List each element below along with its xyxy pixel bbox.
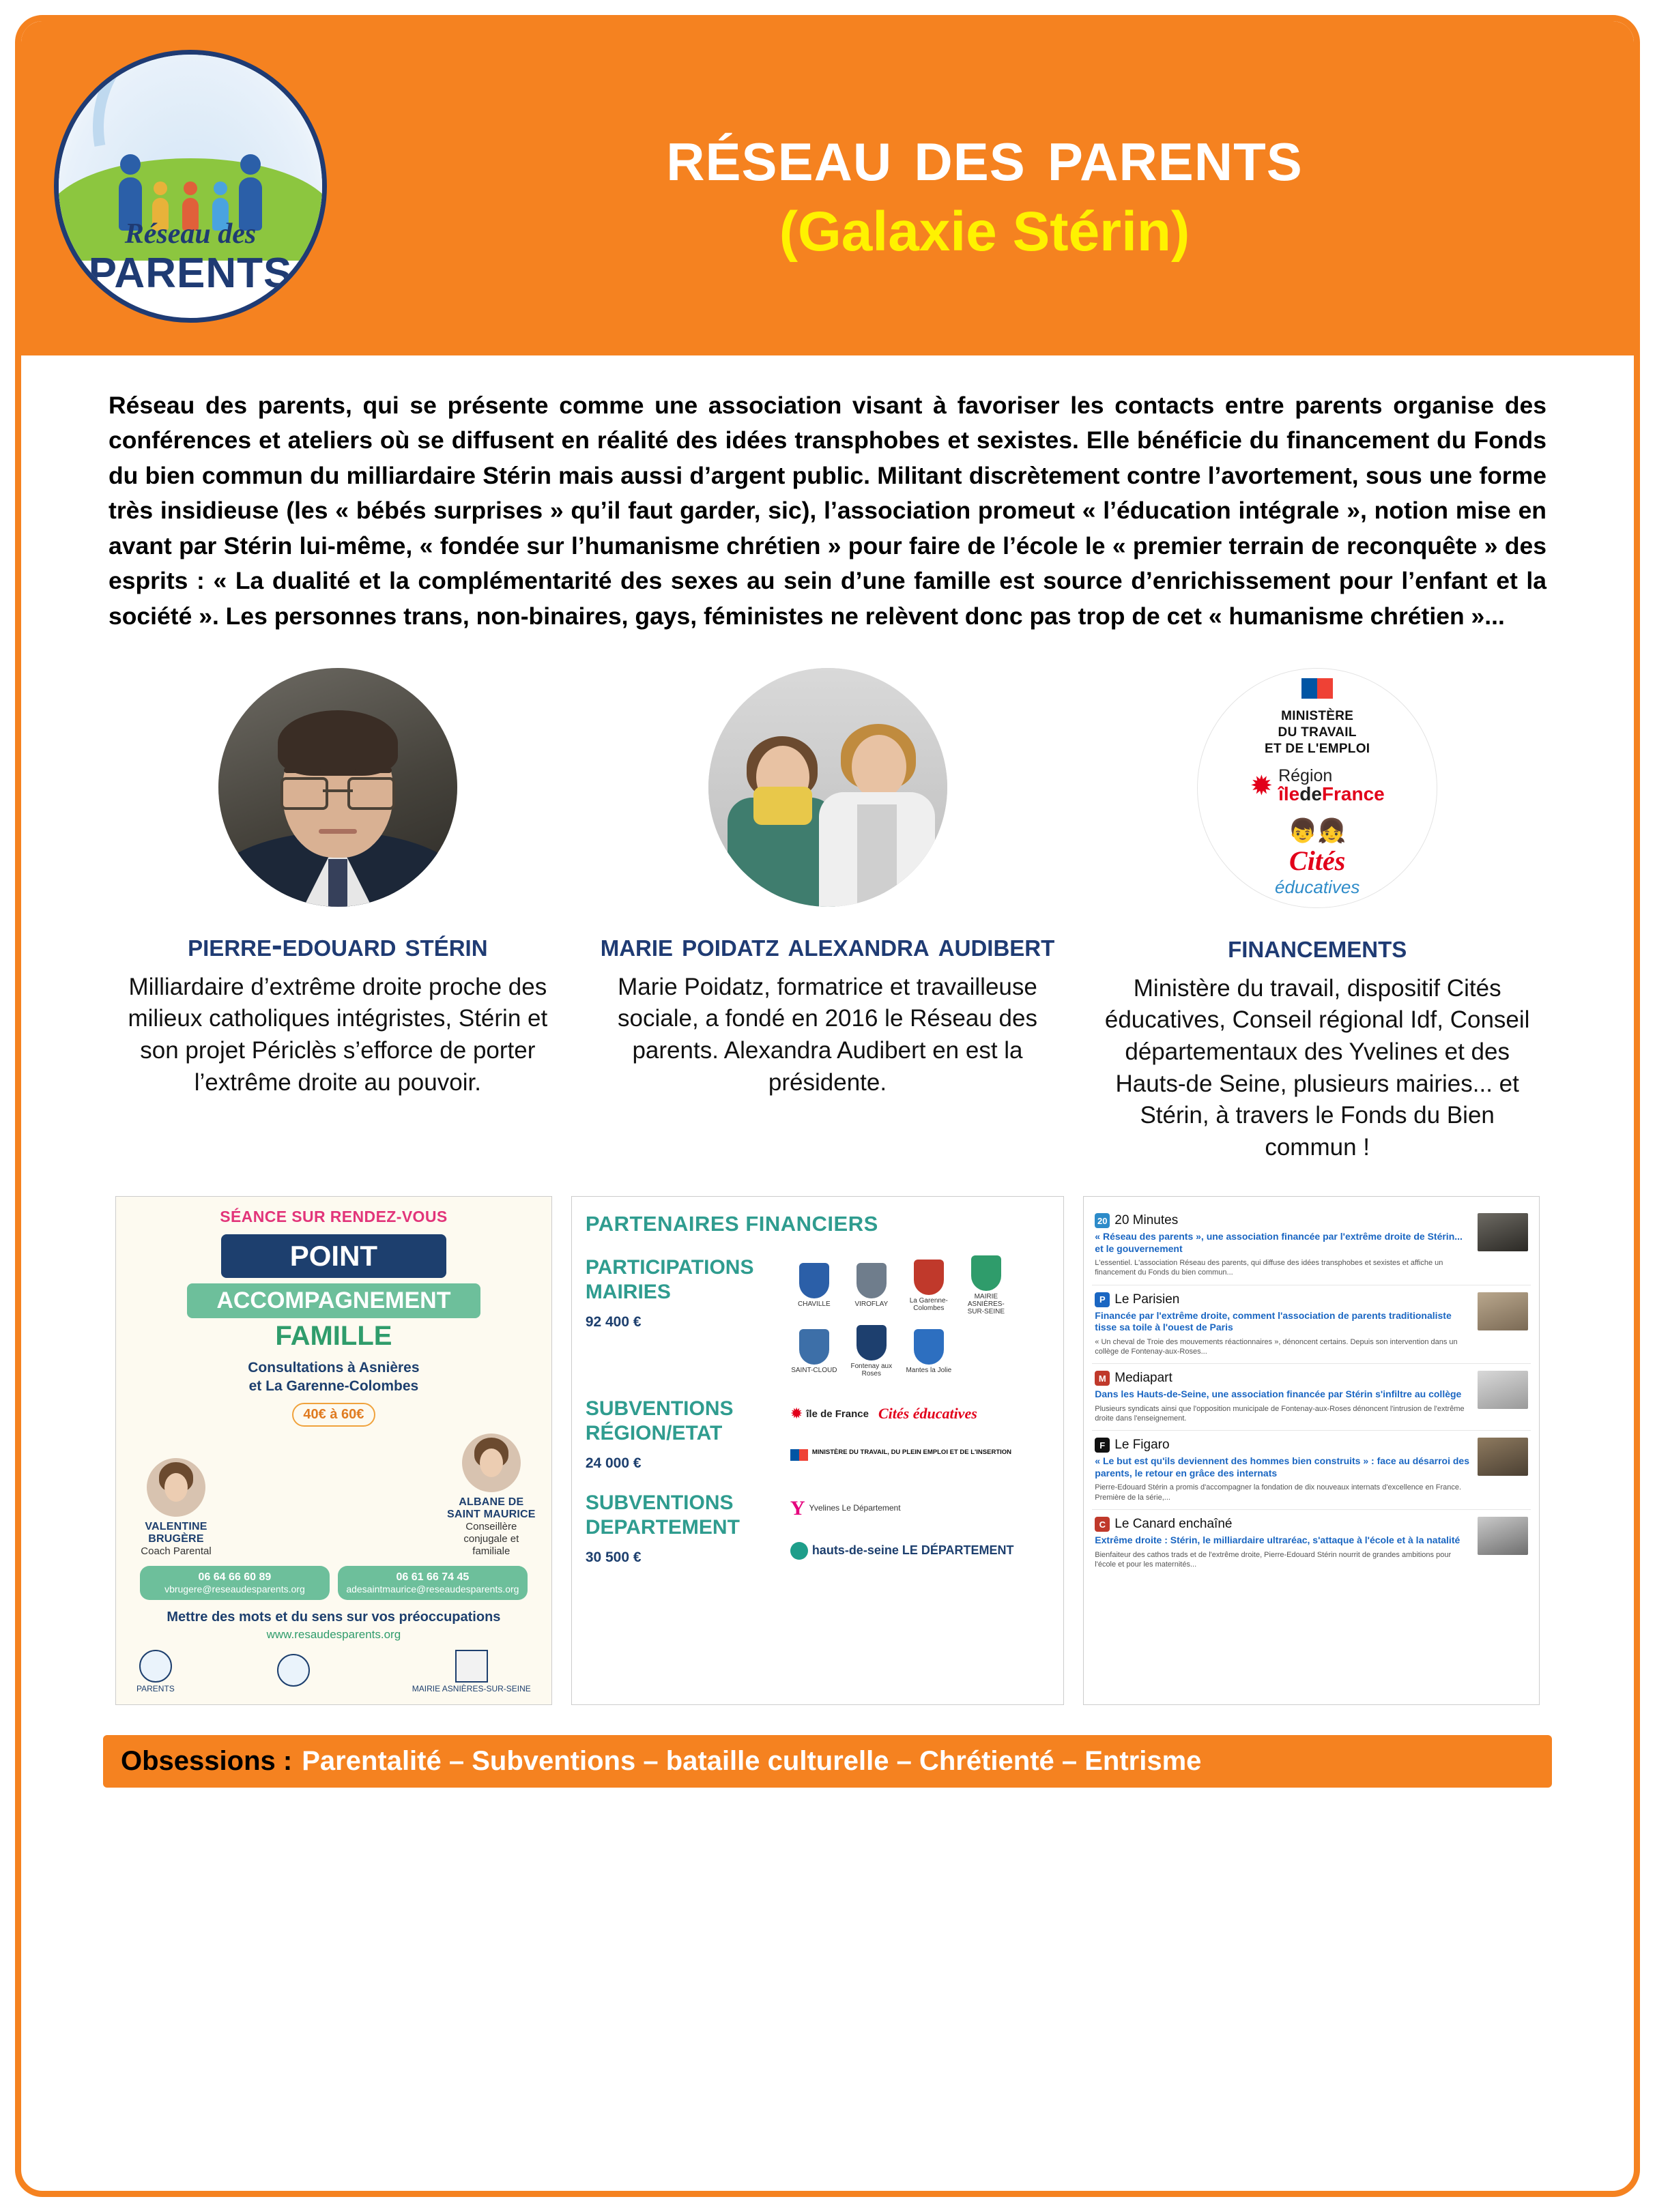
- yvelines-logo: [790, 1497, 901, 1520]
- flyer-famille-label: FAMILLE: [275, 1321, 392, 1352]
- flyer-phone: 06 64 66 60 89: [198, 1571, 272, 1583]
- partners-block-departement: [586, 1491, 1050, 1566]
- press-source: Le Parisien: [1114, 1292, 1180, 1307]
- column-body: Milliardaire d’extrême droite proche des milieux catholiques intégristes, Stérin et son projet Périclès s’efforce de porter l’extrême droite au pouvoir.: [128, 973, 548, 1096]
- ministry-line3: ET DE L'EMPLOI: [1264, 741, 1370, 756]
- press-item[interactable]: [1092, 1364, 1531, 1431]
- flyer-person-role: Coach Parental: [141, 1545, 212, 1557]
- flyer-point-label: POINT: [221, 1234, 446, 1278]
- city-logo-label: MAIRIE ASNIÈRES-SUR-SEINE: [967, 1293, 1005, 1316]
- city-logo: [790, 1329, 838, 1374]
- region-iledefrance-logo: [1250, 768, 1385, 804]
- children-faces-icon: 👦👧: [1288, 818, 1347, 845]
- press-source: Mediapart: [1114, 1371, 1172, 1386]
- partners-block-heading: SUBVENTIONS RÉGION/ETAT: [585, 1397, 734, 1445]
- press-source: Le Figaro: [1114, 1438, 1170, 1453]
- partners-block-amount: 92 400 €: [585, 1314, 642, 1330]
- ministere-travail-logo: [790, 1449, 1011, 1464]
- flyer-tagline: Mettre des mots et du sens sur vos préoccupations: [167, 1609, 501, 1625]
- press-thumbnail: [1478, 1517, 1528, 1555]
- column-title: financements: [1228, 928, 1407, 965]
- press-thumbnail: [1478, 1371, 1528, 1409]
- press-thumbnail: [1478, 1438, 1528, 1476]
- footer-value: Parentalité – Subventions – bataille culturelle – Chrétienté – Entrisme: [302, 1745, 1202, 1776]
- region-label: Région: [1278, 766, 1333, 786]
- press-source: 20 Minutes: [1114, 1213, 1179, 1228]
- reseau-des-parents-logo: [54, 50, 327, 323]
- cites-line1: Cités: [1289, 845, 1346, 877]
- flyer-sub-line1: Consultations à Asnières: [248, 1360, 420, 1376]
- city-logo-label: La Garenne-Colombes: [909, 1296, 948, 1312]
- hauts-de-seine-icon: [790, 1542, 808, 1560]
- region-ile: île: [1278, 783, 1300, 805]
- press-source: Le Canard enchaîné: [1114, 1517, 1233, 1532]
- mairie-icon: [455, 1650, 488, 1683]
- column-body: Marie Poidatz, formatrice et travailleuse sociale, a fondé en 2016 le Réseau des parents. Alexandra Audibert en est la présidente.: [618, 973, 1037, 1096]
- partners-block-amount: 30 500 €: [585, 1549, 642, 1566]
- flyer-person-role: Conseillère conjugale et familiale: [463, 1520, 519, 1557]
- source-badge-icon: F: [1095, 1438, 1110, 1453]
- source-badge-icon: 20: [1095, 1213, 1110, 1228]
- column-body: Ministère du travail, dispositif Cités éducatives, Conseil régional Idf, Conseil départementaux des Yvelines et des Hauts-de Seine, plusieurs mairies... et Stérin, à travers le Fonds du Bien commun !: [1104, 974, 1530, 1161]
- flyer-person: [131, 1458, 221, 1558]
- press-title[interactable]: Dans les Hauts-de-Seine, une association financée par Stérin s'infiltre au collège: [1095, 1388, 1462, 1400]
- press-item[interactable]: [1092, 1206, 1531, 1285]
- press-item[interactable]: [1092, 1431, 1531, 1510]
- region-de: de: [1299, 783, 1322, 805]
- iledefrance-logo: [790, 1405, 869, 1423]
- region-france: France: [1321, 783, 1385, 805]
- flyer-person-name: ALBANE DE SAINT MAURICE: [446, 1496, 536, 1520]
- poster-header: [21, 21, 1634, 355]
- press-thumbnail: [1478, 1292, 1528, 1330]
- logo-line2: PARENTS: [88, 250, 293, 297]
- source-badge-icon: C: [1095, 1517, 1110, 1532]
- flyer-logo-label: MAIRIE ASNIÈRES-SUR-SEINE: [412, 1683, 531, 1693]
- flyer-accompagnement-label: ACCOMPAGNEMENT: [187, 1283, 480, 1318]
- press-item[interactable]: [1092, 1510, 1531, 1576]
- flyer-logo: [412, 1650, 531, 1693]
- city-logo: [962, 1255, 1010, 1315]
- logo-line1: Réseau des: [124, 218, 257, 250]
- portrait-marie-poidatz-alexandra-audibert: [708, 668, 947, 907]
- avatar: [462, 1434, 521, 1492]
- avatar: [147, 1458, 205, 1517]
- cites-line2: éducatives: [1275, 877, 1360, 898]
- press-title[interactable]: Financée par l'extrême droite, comment l'association de parents traditionaliste tisse sa toile à l'ouest de Paris: [1095, 1309, 1452, 1333]
- intro-paragraph: Réseau des parents, qui se présente comme une association visant à favoriser les contacts entre parents organise des conférences et ateliers où se diffusent en réalité des idées transphobes et sexistes. Elle bénéficie du financement du Fonds du bien commun du milliardaire Stérin mais aussi d’argent public. Militant discrètement contre l’avortement, sous une forme très insidieuse (les « bébés surprises » qu’il faut garder, sic), l’association promeut « l’éducation intégrale », notion mise en avant par Stérin lui-même, « fondée sur l’humanisme chrétien » pour faire de l’école le « premier terrain de reconquête » des esprits : « La dualité et la complémentarité des sexes au sein d’une famille est source d’enrichissement pour l’enfant et la société ». Les personnes trans, non-binaires, gays, féministes ne relèvent donc pas trop de cet « humanisme chrétien »...: [109, 392, 1546, 630]
- city-logo: [848, 1263, 895, 1308]
- press-description: Bienfaiteur des cathos trads et de l'extrême droite, Pierre-Edouard Stérin nourrit de grandes ambitions pour l'école et pour les maternités...: [1095, 1550, 1452, 1569]
- city-logo: [905, 1260, 953, 1312]
- flyer-logo: [277, 1654, 310, 1689]
- portrait-pierre-edouard-sterin: [218, 668, 457, 907]
- cites-label: Cités éducatives: [878, 1405, 977, 1423]
- yvelines-label: Yvelines Le Département: [809, 1503, 901, 1513]
- city-logo-label: SAINT-CLOUD: [791, 1366, 837, 1374]
- press-description: Plusieurs syndicats ainsi que l'opposition municipale de Fontenay-aux-Roses dénoncent l'intrusion de l'extrême droite dans l'enseignement.: [1095, 1404, 1465, 1423]
- column-title: pierre-edouard stérin: [188, 927, 488, 963]
- flyer-contact-card: [140, 1566, 330, 1600]
- iledefrance-label: île de France: [806, 1408, 869, 1420]
- documents-row: [115, 1196, 1540, 1705]
- press-title[interactable]: « Le but est qu'ils deviennent des hommes bien construits » : face au désarroi des parents, le retour en grâce des internats: [1095, 1455, 1469, 1479]
- flyer-phone: 06 61 66 74 45: [396, 1571, 470, 1583]
- partners-block-region-etat: [586, 1397, 1050, 1472]
- yvelines-y-icon: Y: [790, 1497, 805, 1520]
- ministry-line1: MINISTÈRE: [1281, 709, 1354, 724]
- partners-title: PARTENAIRES FINANCIERS: [585, 1212, 878, 1236]
- press-description: Pierre-Edouard Stérin a promis d'accompagner la fondation de dix nouveaux internats d'excellence en France. Première de la série,...: [1095, 1483, 1462, 1502]
- city-logo-label: Fontenay aux Roses: [850, 1363, 893, 1378]
- funders-logos-circle: [1197, 668, 1437, 908]
- obsessions-footer-band: [103, 1735, 1552, 1788]
- partners-block-heading: SUBVENTIONS DEPARTEMENT: [585, 1491, 740, 1539]
- city-logo: [848, 1325, 895, 1378]
- reseau-parents-icon: [139, 1650, 172, 1683]
- page-subtitle: (Galaxie Stérin): [779, 200, 1190, 263]
- star-icon: ✹: [1250, 770, 1273, 801]
- flyer-point-accompagnement-famille: [115, 1196, 552, 1705]
- poster-card: [15, 15, 1640, 2197]
- profile-column-sterin: [96, 668, 579, 1163]
- ministere-label: MINISTÈRE DU TRAVAIL, DU PLEIN EMPLOI ET DE L'INSERTION: [811, 1448, 1012, 1456]
- city-logo: [790, 1263, 838, 1308]
- cites-educatives-logo: [878, 1405, 977, 1423]
- flyer-sub-line2: et La Garenne-Colombes: [248, 1378, 419, 1395]
- ministry-line2: DU TRAVAIL: [1278, 725, 1357, 740]
- press-title[interactable]: « Réseau des parents », une association financée par l'extrême droite de Stérin... et le gouvernement: [1095, 1231, 1463, 1254]
- partners-block-amount: 24 000 €: [585, 1455, 642, 1472]
- city-logo-label: CHAVILLE: [798, 1300, 831, 1309]
- city-logo-label: Mantes la Jolie: [906, 1366, 952, 1374]
- flyer-website: www.resaudesparents.org: [266, 1627, 401, 1641]
- press-thumbnail: [1478, 1213, 1528, 1251]
- family-figures-icon: [59, 121, 322, 231]
- partners-block-heading: PARTICIPATIONS MAIRIES: [585, 1256, 754, 1304]
- city-logo: [905, 1329, 953, 1374]
- flyer-top-label: SÉANCE SUR RENDEZ-VOUS: [220, 1208, 448, 1226]
- flyer-logo-label: PARENTS: [136, 1683, 175, 1693]
- press-description: « Un cheval de Troie des mouvements réactionnaires », dénoncent certains. Depuis son intervention dans un collège de Fontenay-aux-Roses...: [1095, 1337, 1458, 1356]
- profile-column-poidatz-audibert: [586, 668, 1069, 1163]
- cites-educatives-logo: [1275, 817, 1359, 898]
- flyer-price-badge: 40€ à 60€: [292, 1403, 375, 1427]
- flyer-person-name: VALENTINE BRUGÈRE: [145, 1520, 207, 1545]
- flyer-contact-card: [338, 1566, 528, 1600]
- press-description: L'essentiel. L'association Réseau des parents, qui diffuse des idées transphobes et sexistes et affiche un financement du Fonds du bien commun...: [1095, 1259, 1443, 1277]
- flyer-logo: [136, 1650, 175, 1693]
- source-badge-icon: M: [1095, 1371, 1110, 1386]
- hauts-de-seine-logo: [790, 1542, 1014, 1560]
- partner-icon: [277, 1654, 310, 1687]
- profile-column-financements: [1076, 668, 1559, 1163]
- column-title: marie poidatz alexandra audibert: [600, 927, 1055, 963]
- press-title[interactable]: Extrême droite : Stérin, le milliardaire ultraréac, s'attaque à l'école et à la natalité: [1095, 1534, 1460, 1546]
- press-item[interactable]: [1092, 1285, 1531, 1365]
- footer-label: Obsessions :: [121, 1745, 293, 1776]
- source-badge-icon: P: [1095, 1292, 1110, 1307]
- flyer-person: [446, 1434, 536, 1558]
- press-clippings-list: [1083, 1196, 1540, 1705]
- profile-columns: [96, 668, 1559, 1163]
- star-icon: ✹: [790, 1405, 803, 1423]
- partenaires-financiers-document: [571, 1196, 1064, 1705]
- french-flag-icon: [1301, 678, 1333, 699]
- hauts-de-seine-label: hauts-de-seine LE DÉPARTEMENT: [811, 1543, 1014, 1558]
- flyer-email: vbrugere@reseaudesparents.org: [164, 1583, 305, 1595]
- page-title: réseau des parents: [666, 111, 1303, 197]
- city-logo-label: VIROFLAY: [854, 1300, 889, 1309]
- partners-block-mairies: [586, 1255, 1050, 1378]
- flyer-email: adesaintmaurice@reseaudesparents.org: [346, 1583, 519, 1595]
